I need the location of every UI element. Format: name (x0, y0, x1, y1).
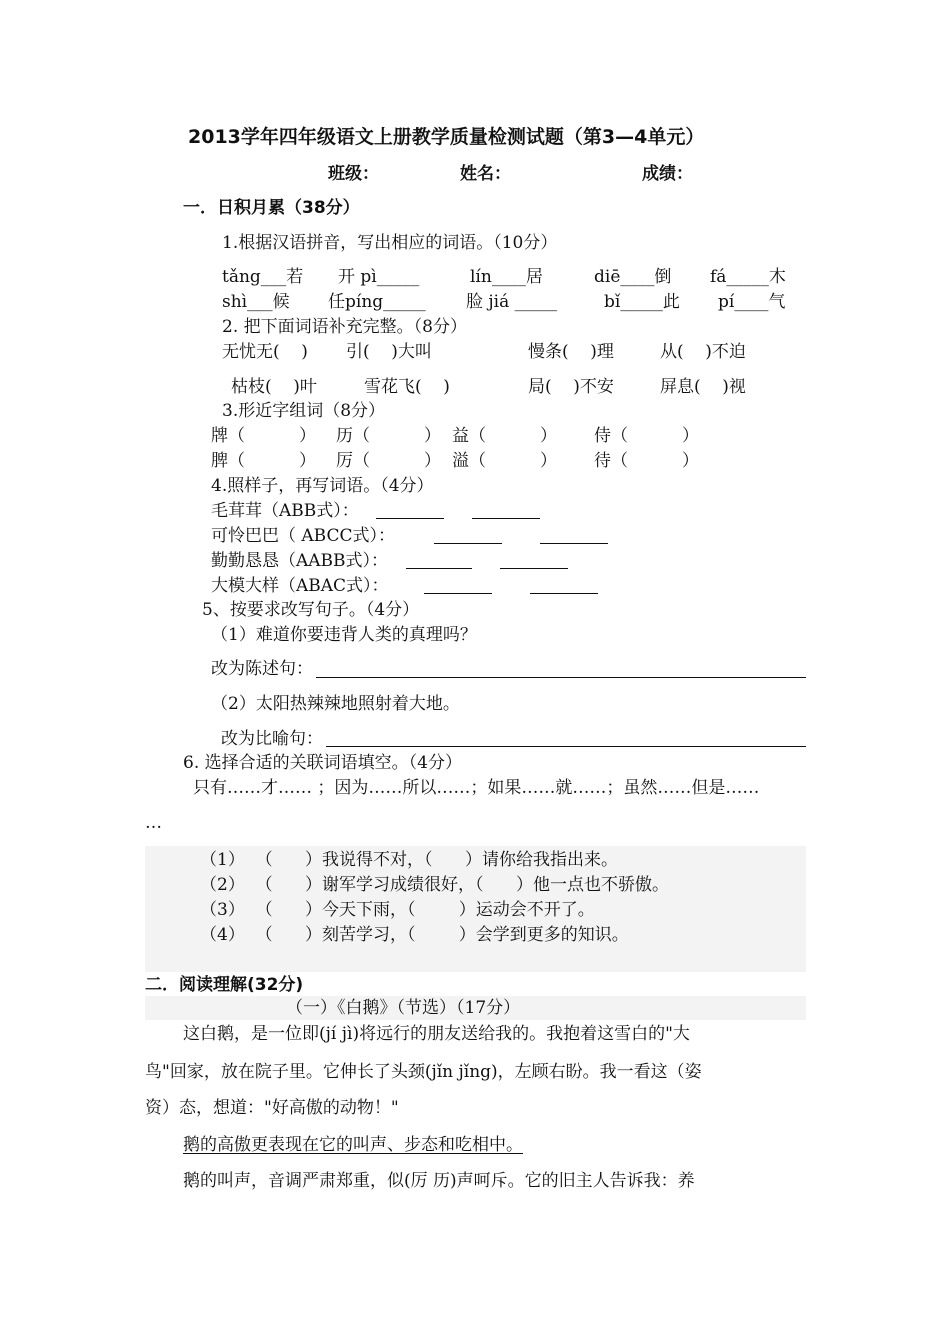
passage-line: 资）态，想道："好高傲的动物！" (145, 1098, 399, 1118)
score-label: 成绩： (642, 164, 693, 184)
q6-options: 只有……才…… ；因为……所以……；如果……就……；虽然……但是…… (193, 778, 760, 798)
q2-item: 引( )大叫 (346, 342, 432, 362)
q1-item: lín____居 (470, 267, 543, 287)
q2-item: 枯枝( )叶 (231, 377, 317, 397)
q2-item: 慢条( )理 (528, 342, 614, 362)
q3-item: 益（ ） (452, 426, 558, 446)
q4-item: 大模大样（ABAC式）： (211, 576, 389, 596)
q2-item: 雪花飞( ) (364, 377, 450, 397)
q1-item: 任píng_____ (328, 292, 426, 312)
q5-sentence: （1）难道你要违背人类的真理吗？ (211, 625, 477, 645)
answer-line (530, 593, 598, 594)
answer-line (326, 746, 806, 747)
answer-line (434, 543, 502, 544)
q1-item: tǎng___若 (222, 267, 304, 287)
q1-title: 1.根据汉语拼音，写出相应的词语。（10分） (222, 233, 558, 253)
passage-line: 鹅的叫声，音调严肃郑重，似(厉 历)声呵斥。它的旧主人告诉我：养 (183, 1171, 695, 1191)
section1-heading: 一．日积月累（38分） (183, 198, 360, 218)
q2-item: 从( )不迫 (660, 342, 746, 362)
answer-line (424, 593, 492, 594)
passage-line: 这白鹅，是一位即(jí jì)将远行的朋友送给我的。我抱着这雪白的"大 (183, 1024, 690, 1044)
answer-line (472, 518, 540, 519)
q1-item: pí____气 (718, 292, 786, 312)
passage-subheading: （一）《白鹅》（节选）（17分） (286, 998, 521, 1018)
q5-prompt: 改为比喻句： (221, 729, 323, 749)
q3-title: 3.形近字组词（8分） (222, 401, 386, 421)
q1-item: fá_____木 (710, 267, 786, 287)
q4-item: 勤勤恳恳（AABB式）： (211, 551, 389, 571)
q4-item: 可怜巴巴（ ABCC式）： (211, 526, 396, 546)
q3-item: 待（ ） (594, 451, 700, 471)
answer-line (540, 543, 608, 544)
q3-item: 侍（ ） (594, 426, 700, 446)
page-title: 2013学年四年级语文上册教学质量检测试题（第3—4单元） (188, 126, 705, 148)
q3-item: 溢（ ） (452, 451, 558, 471)
answer-line (500, 568, 568, 569)
answer-line (376, 518, 444, 519)
class-label: 班级： (328, 164, 379, 184)
q6-item: （1） （ ）我说得不对，（ ）请你给我指出来。 (200, 850, 618, 870)
q1-item: 开 pì_____ (338, 267, 420, 287)
q1-item: diē____倒 (594, 267, 672, 287)
q6-item: （2） （ ）谢军学习成绩很好，（ ）他一点也不骄傲。 (200, 875, 669, 895)
passage-line: 鸟"回家，放在院子里。它伸长了头颈(jǐn jǐng)，左顾右盼。我一看这（姿 (145, 1062, 702, 1082)
q1-item: bǐ_____此 (604, 292, 680, 312)
q6-item: （3） （ ）今天下雨，（ ）运动会不开了。 (200, 900, 595, 920)
answer-line (406, 568, 472, 569)
section2-heading: 二．阅读理解(32分) (145, 975, 304, 995)
q1-item: 脸 jiá _____ (466, 292, 558, 312)
q1-item: shì___候 (222, 292, 290, 312)
q5-sentence: （2）太阳热辣辣地照射着大地。 (211, 694, 460, 714)
q6-item: （4） （ ）刻苦学习，（ ）会学到更多的知识。 (200, 925, 629, 945)
q2-item: 无忧无( ) (222, 342, 308, 362)
q2-item: 局( )不安 (528, 377, 614, 397)
q3-item: 脾（ ） (211, 451, 317, 471)
name-label: 姓名： (460, 164, 511, 184)
q3-item: 牌（ ） (211, 426, 317, 446)
q5-title: 5、按要求改写句子。（4分） (202, 600, 420, 620)
q5-prompt: 改为陈述句： (211, 659, 313, 679)
q6-options-cont: … (145, 813, 162, 833)
q3-item: 历（ ） (336, 426, 442, 446)
q4-item: 毛茸茸（ABB式）： (211, 501, 359, 521)
q2-item: 屏息( )视 (660, 377, 746, 397)
answer-line (316, 677, 806, 678)
q6-title: 6. 选择合适的关联词语填空。（4分） (183, 753, 462, 773)
q4-title: 4.照样子，再写词语。（4分） (211, 476, 434, 496)
q2-title: 2. 把下面词语补充完整。（8分） (222, 317, 467, 337)
passage-underlined-sentence: 鹅的高傲更表现在它的叫声、步态和吃相中。 (183, 1135, 523, 1155)
q3-item: 厉（ ） (336, 451, 442, 471)
